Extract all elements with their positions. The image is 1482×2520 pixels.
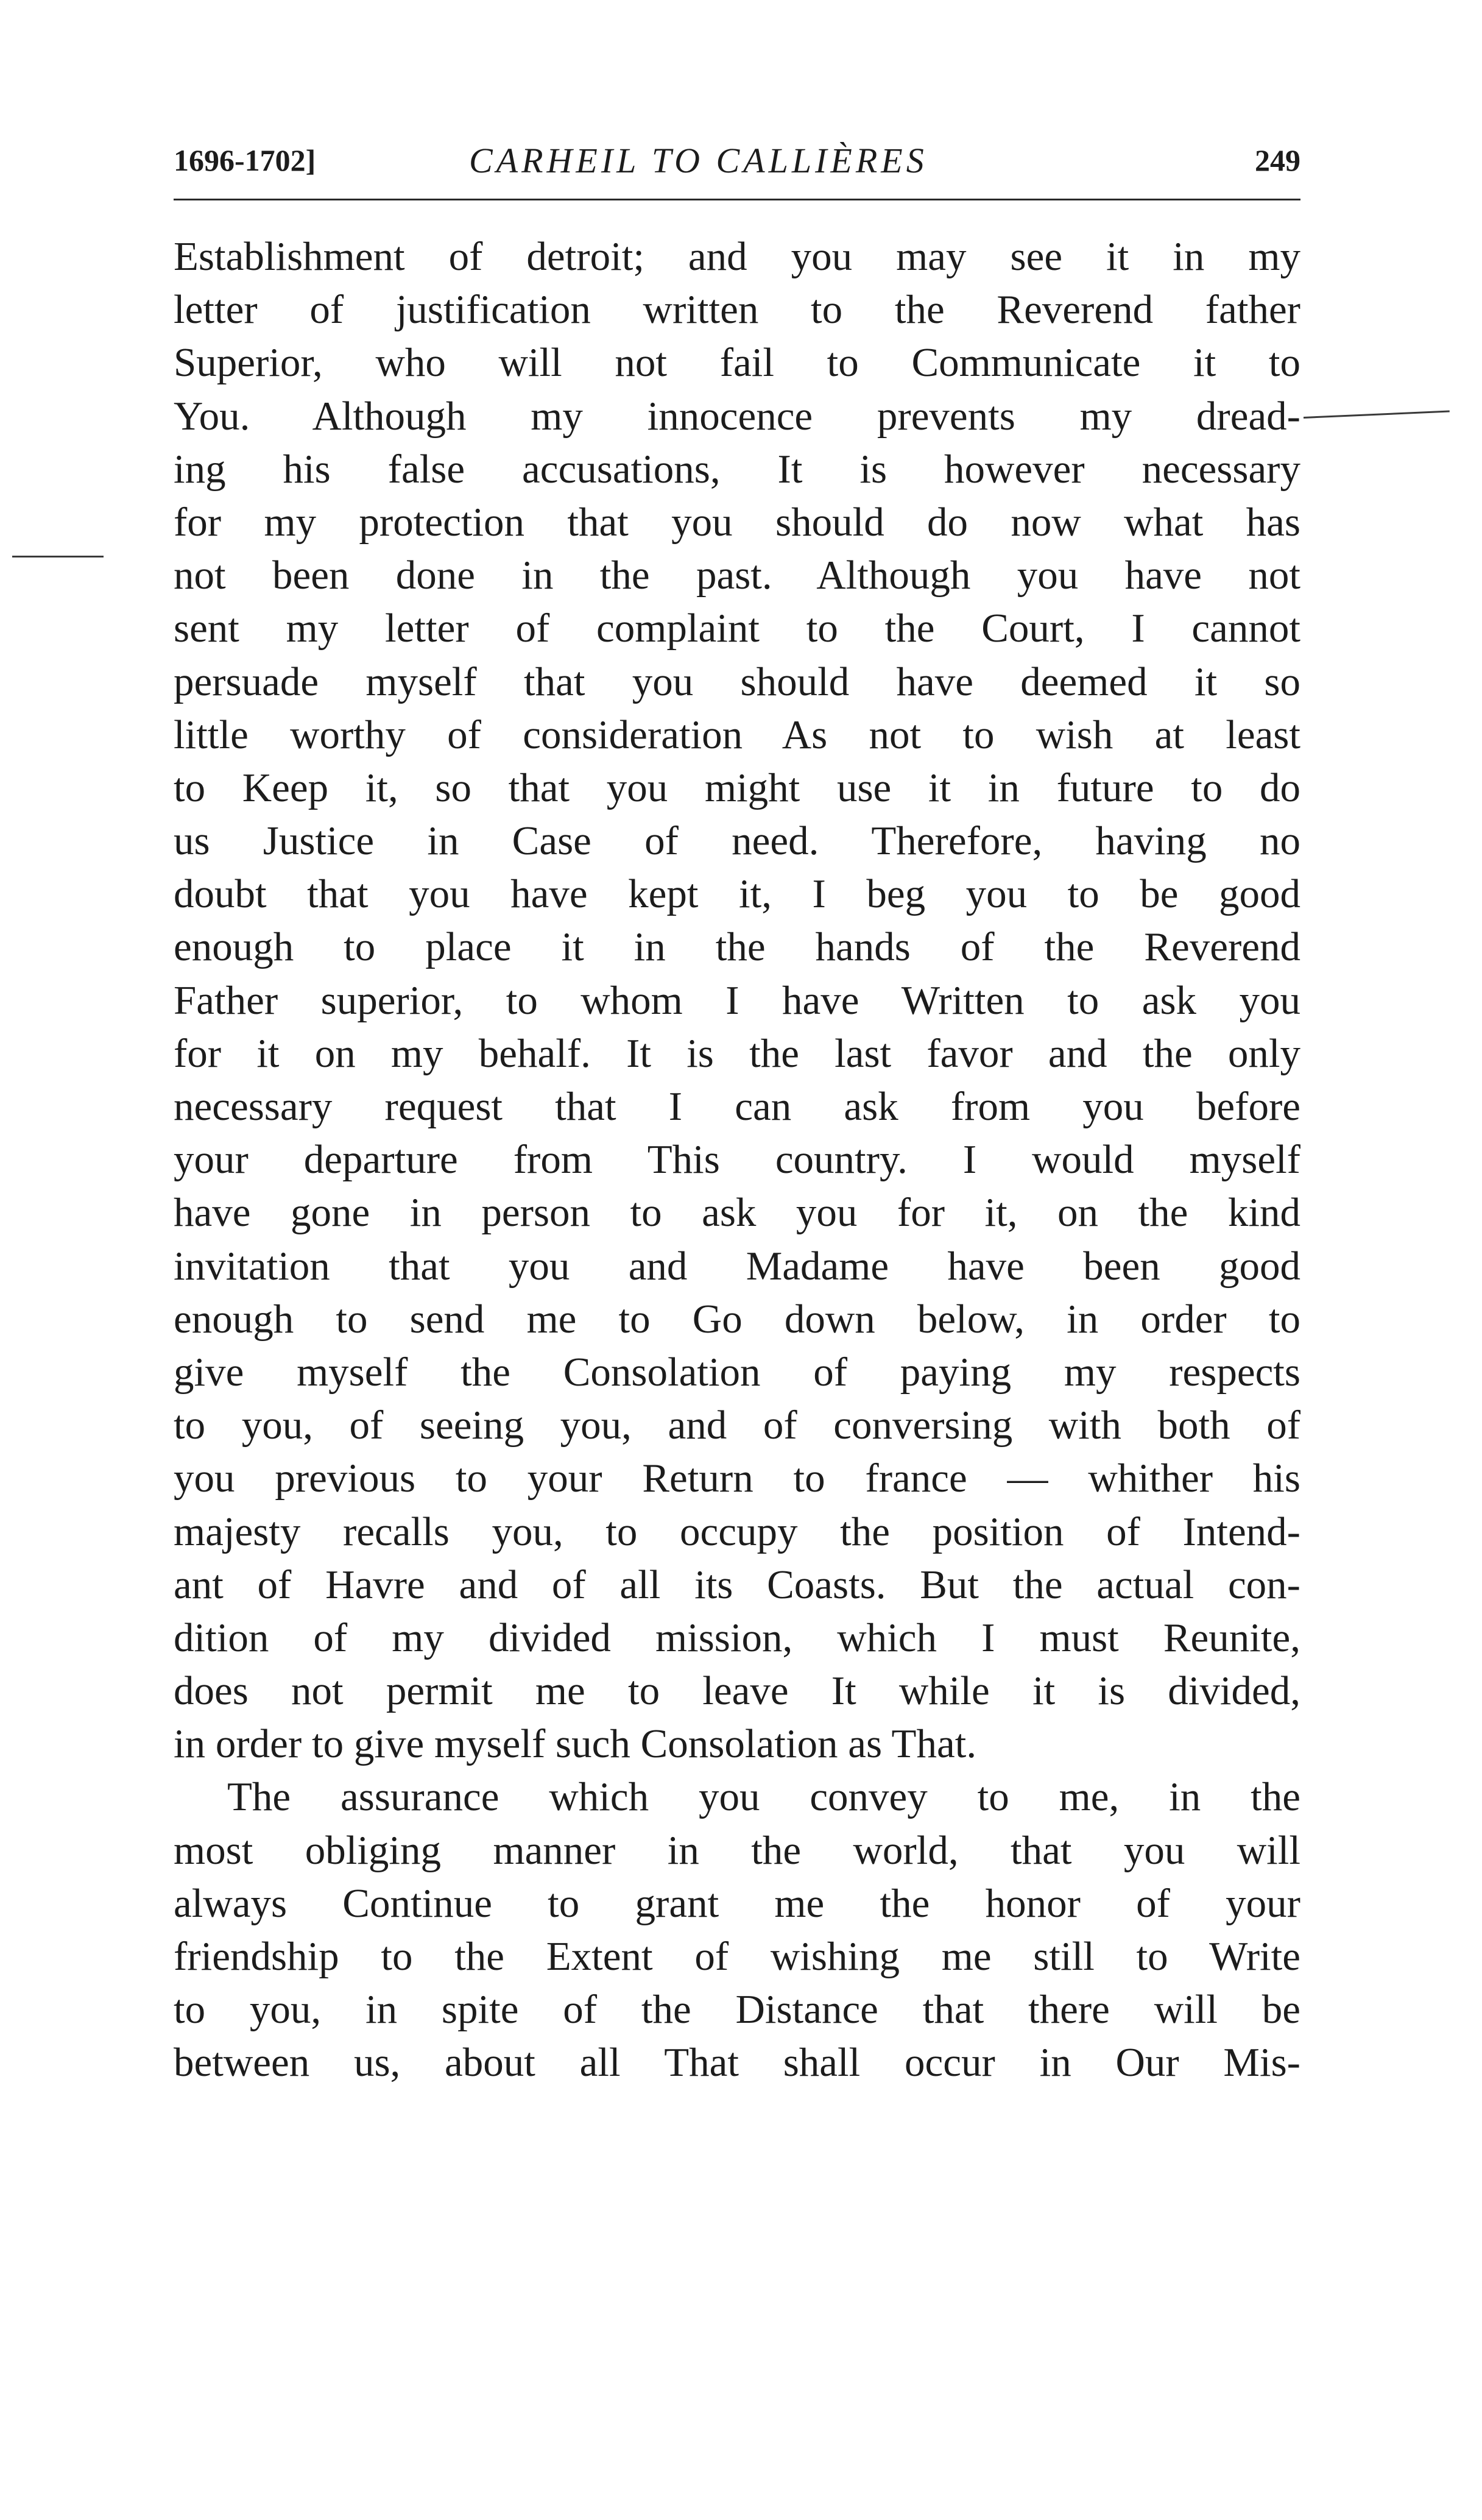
margin-line-mark-right — [1304, 411, 1450, 419]
page-number: 249 — [1255, 143, 1300, 177]
text-line: to you, in spite of the Distance that there will be — [174, 1987, 1300, 2033]
text-line: sent my letter of complaint to the Court, I cannot — [174, 606, 1300, 651]
text-line: Establishment of detroit; and you may see it in my — [174, 234, 1300, 279]
text-line: You. Although my innocence prevents my dread- — [174, 393, 1300, 439]
text-line: letter of justification written to the Reverend father — [174, 287, 1300, 333]
text-line: ant of Havre and of all its Coasts. But the actual con- — [174, 1562, 1300, 1607]
text-line: doubt that you have kept it, I beg you to be good — [174, 871, 1300, 917]
header-rule — [174, 199, 1300, 200]
running-header — [174, 135, 1300, 190]
text-line: between us, about all That shall occur in Our Mis- — [174, 2040, 1300, 2086]
text-line: us Justice in Case of need. Therefore, having no — [174, 818, 1300, 864]
text-line: Superior, who will not fail to Communicate it to — [174, 340, 1300, 386]
text-line: The assurance which you convey to me, in the — [227, 1774, 1300, 1820]
text-line: your departure from This country. I would myself — [174, 1137, 1300, 1183]
text-line: invitation that you and Madame have been good — [174, 1243, 1300, 1289]
running-title: CARHEIL TO CALLIÈRES — [469, 141, 928, 180]
text-line: most obliging manner in the world, that you will — [174, 1827, 1300, 1873]
margin-line-mark-left — [12, 556, 104, 557]
running-years: 1696-1702] — [174, 143, 316, 177]
text-line: always Continue to grant me the honor of your — [174, 1880, 1300, 1926]
text-line: dition of my divided mission, which I must Reunite, — [174, 1615, 1300, 1660]
text-line: in order to give myself such Consolation as That. — [174, 1721, 977, 1767]
text-line: enough to place it in the hands of the Reverend — [174, 924, 1300, 970]
text-line: to you, of seeing you, and of conversing with both of — [174, 1403, 1300, 1448]
text-line: necessary request that I can ask from you before — [174, 1084, 1300, 1129]
paragraph-1 — [174, 230, 1300, 1771]
text-line: you previous to your Return to france — whither his — [174, 1456, 1300, 1501]
text-line: for my protection that you should do now what has — [174, 499, 1300, 545]
text-line: Father superior, to whom I have Written to ask you — [174, 977, 1300, 1023]
text-line: does not permit me to leave It while it is divided, — [174, 1668, 1300, 1714]
text-line: not been done in the past. Although you have not — [174, 553, 1300, 598]
text-line: little worthy of consideration As not to wish at least — [174, 712, 1300, 757]
text-line: enough to send me to Go down below, in order to — [174, 1296, 1300, 1342]
text-line: give myself the Consolation of paying my respects — [174, 1349, 1300, 1395]
text-line: for it on my behalf. It is the last favor and the only — [174, 1030, 1300, 1076]
text-line: have gone in person to ask you for it, on the kind — [174, 1190, 1300, 1236]
text-line: friendship to the Extent of wishing me still to Write — [174, 1934, 1300, 1979]
text-line: majesty recalls you, to occupy the position of Intend- — [174, 1509, 1300, 1554]
text-line: to Keep it, so that you might use it in future to do — [174, 765, 1300, 810]
body-text — [174, 230, 1300, 2090]
paragraph-2 — [174, 1771, 1300, 2089]
text-line: ing his false accusations, It is however necessary — [174, 446, 1300, 492]
text-line: persuade myself that you should have deemed it so — [174, 659, 1300, 704]
